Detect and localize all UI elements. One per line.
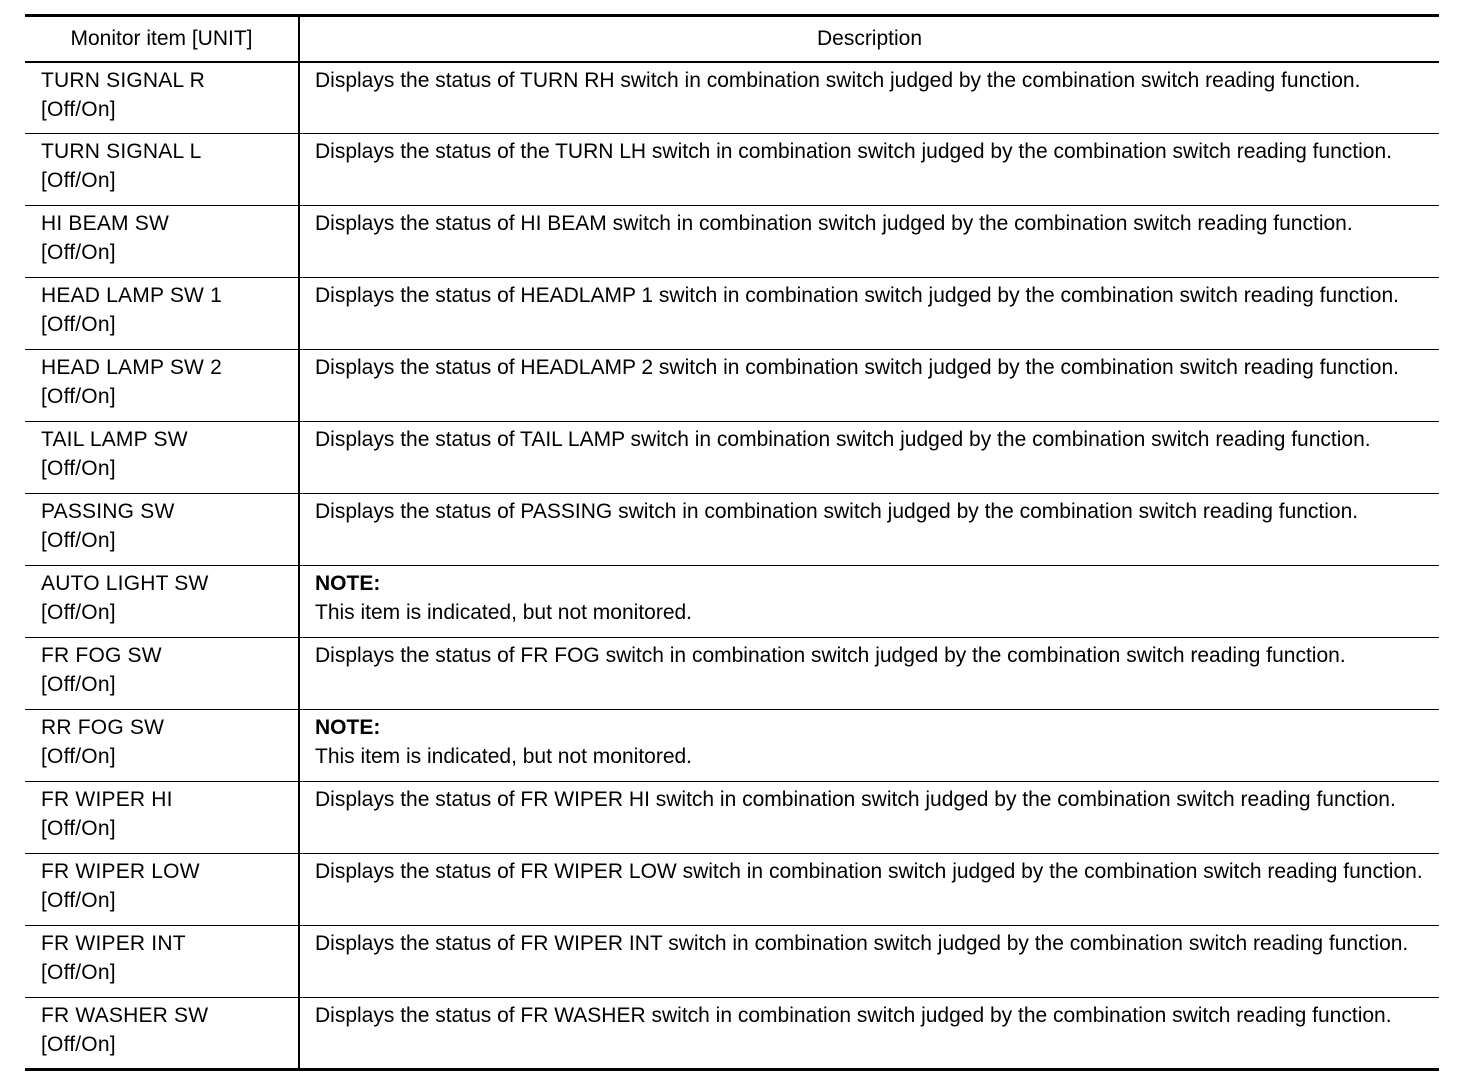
monitor-item-unit: [Off/On] [41,745,116,768]
description-cell [299,926,1439,998]
column-header-description: Description [816,27,923,51]
description-text: Displays the status of TAIL LAMP switch in combination switch judged by the combination switch reading function. [315,428,1371,451]
table-row [25,926,1439,998]
monitor-item-unit: [Off/On] [41,313,116,336]
description-text: Displays the status of HEADLAMP 2 switch in combination switch judged by the combination switch reading function. [315,356,1399,379]
monitor-item-unit: [Off/On] [41,457,116,480]
monitor-item-name: TAIL LAMP SW [41,428,188,451]
monitor-item-name: HI BEAM SW [41,212,170,235]
monitor-item-cell [25,206,299,278]
table-row [25,998,1439,1070]
description-text: Displays the status of the TURN LH switch in combination switch judged by the combination switch reading function. [315,140,1392,163]
table-row [25,494,1439,566]
monitor-item-cell [25,638,299,710]
description-cell [299,782,1439,854]
monitor-item-name: HEAD LAMP SW 2 [41,356,222,379]
monitor-item-unit: [Off/On] [41,1033,116,1056]
monitor-item-name: FR FOG SW [41,644,162,667]
monitor-item-name: PASSING SW [41,500,175,523]
description-cell [299,278,1439,350]
description-cell [299,710,1439,782]
table-row [25,278,1439,350]
description-text: Displays the status of FR WIPER HI switch in combination switch judged by the combination switch reading function. [315,788,1396,811]
monitor-item-name: TURN SIGNAL L [41,140,202,163]
monitor-item-unit: [Off/On] [41,241,116,264]
note-label: NOTE: [315,716,381,739]
monitor-item-cell [25,710,299,782]
monitor-item-unit: [Off/On] [41,385,116,408]
table-row [25,638,1439,710]
note-label: NOTE: [315,572,381,595]
monitor-item-name: HEAD LAMP SW 1 [41,284,222,307]
monitor-item-unit: [Off/On] [41,889,116,912]
description-cell [299,206,1439,278]
monitor-item-cell [25,494,299,566]
description-text: Displays the status of FR WASHER switch in combination switch judged by the combination switch reading function. [315,1004,1392,1027]
monitor-item-cell [25,350,299,422]
monitor-item-name: AUTO LIGHT SW [41,572,209,595]
monitor-item-table [25,14,1439,1071]
monitor-item-cell [25,782,299,854]
monitor-item-unit: [Off/On] [41,601,116,624]
table-row [25,350,1439,422]
monitor-item-unit: [Off/On] [41,529,116,552]
description-cell [299,62,1439,134]
note-text: This item is indicated, but not monitored. [315,745,693,768]
description-text: Displays the status of FR FOG switch in combination switch judged by the combination switch reading function. [315,644,1346,667]
description-text: Displays the status of HEADLAMP 1 switch in combination switch judged by the combination switch reading function. [315,284,1399,307]
description-text: Displays the status of FR WIPER LOW switch in combination switch judged by the combination switch reading function. [315,860,1423,883]
monitor-item-cell [25,62,299,134]
description-cell [299,494,1439,566]
description-cell [299,134,1439,206]
table-row [25,134,1439,206]
monitor-item-name: TURN SIGNAL R [41,68,206,92]
monitor-item-name: FR WIPER INT [41,932,186,955]
description-text: Displays the status of TURN RH switch in combination switch judged by the combination switch reading function. [315,68,1361,92]
note-text: This item is indicated, but not monitored. [315,601,693,624]
monitor-item-cell [25,926,299,998]
table-row [25,62,1439,134]
monitor-item-name: FR WASHER SW [41,1004,209,1027]
monitor-item-unit: [Off/On] [41,169,116,192]
description-cell [299,350,1439,422]
description-cell [299,854,1439,926]
monitor-item-cell [25,854,299,926]
monitor-item-unit: [Off/On] [41,97,116,121]
monitor-item-unit: [Off/On] [41,817,116,840]
monitor-item-cell [25,422,299,494]
table-header-row [25,16,1439,62]
column-header-monitor-item: Monitor item [UNIT] [25,16,299,62]
description-cell [299,998,1439,1070]
table-body [25,62,1439,1070]
table-row [25,422,1439,494]
table-row [25,710,1439,782]
description-cell [299,566,1439,638]
description-text: Displays the status of PASSING switch in combination switch judged by the combination switch reading function. [315,500,1359,523]
monitor-item-name: FR WIPER HI [41,788,173,811]
monitor-item-cell [25,278,299,350]
monitor-item-name: FR WIPER LOW [41,860,200,883]
table-row [25,206,1439,278]
monitor-item-cell [25,566,299,638]
table-row [25,854,1439,926]
description-text: Displays the status of HI BEAM switch in combination switch judged by the combination switch reading function. [315,212,1353,235]
monitor-item-cell [25,998,299,1070]
table-row [25,566,1439,638]
description-cell [299,422,1439,494]
monitor-item-unit: [Off/On] [41,961,116,984]
table-row [25,782,1439,854]
monitor-item-unit: [Off/On] [41,673,116,696]
description-cell [299,638,1439,710]
monitor-item-cell [25,134,299,206]
description-text: Displays the status of FR WIPER INT switch in combination switch judged by the combination switch reading function. [315,932,1409,955]
monitor-item-name: RR FOG SW [41,716,165,739]
